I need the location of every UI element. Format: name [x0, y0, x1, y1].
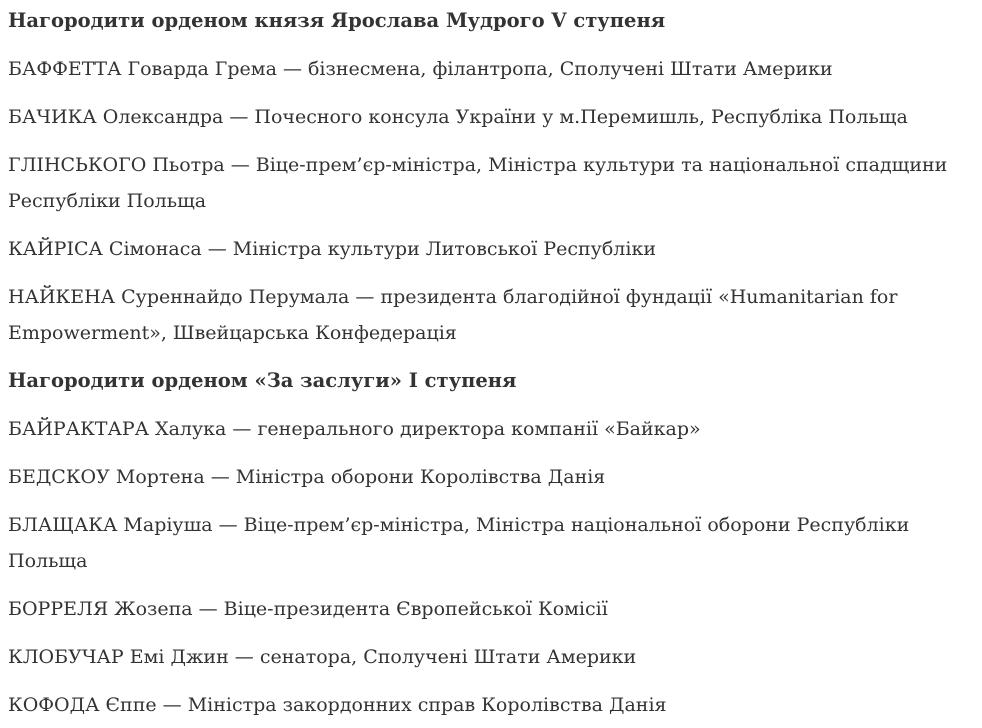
award-section-za-zasluhy — [8, 363, 948, 723]
award-entry: КОФОДА Єппе — Міністра закордонних справ Королівства Данія — [8, 694, 667, 716]
award-entry: БАЙРАКТАРА Халука — генерального директора компанії «Байкар» — [8, 418, 701, 440]
award-entry: БАФФЕТТА Говарда Грема — бізнесмена, філантропа, Сполучені Штати Америки — [8, 58, 833, 80]
award-entry: БОРРЕЛЯ Жозепа — Віце-президента Європейської Комісії — [8, 598, 608, 620]
award-section-yaroslav-mudryi — [8, 3, 948, 351]
award-entry: КЛОБУЧАР Емі Джин — сенатора, Сполучені Штати Америки — [8, 646, 637, 668]
section-heading-order-yaroslav-mudryi: Нагородити орденом князя Ярослава Мудрого V ступеня — [8, 9, 666, 32]
award-entry: БАЧИКА Олександра — Почесного консула України у м.Перемишль, Республіка Польща — [8, 106, 908, 128]
award-entry: КАЙРІСА Сімонаса — Міністра культури Литовської Республіки — [8, 238, 656, 260]
award-entry: БЛАЩАКА Маріуша — Віце-прем’єр-міністра, Міністра національної оборони Республіки Польща — [8, 514, 910, 572]
award-entry: БЕДСКОУ Мортена — Міністра оборони Королівства Данія — [8, 466, 606, 488]
section-heading-order-za-zasluhy: Нагородити орденом «За заслуги» І ступеня — [8, 369, 517, 392]
award-entry: НАЙКЕНА Суреннайдо Перумала — президента благодійної фундації «Humanitarian for Empowerment», Швейцарська Конфедерація — [8, 286, 898, 344]
award-entry: ГЛІНСЬКОГО Пьотра — Віце-прем’єр-міністра, Міністра культури та національної спадщини Республіки Польща — [8, 154, 948, 212]
